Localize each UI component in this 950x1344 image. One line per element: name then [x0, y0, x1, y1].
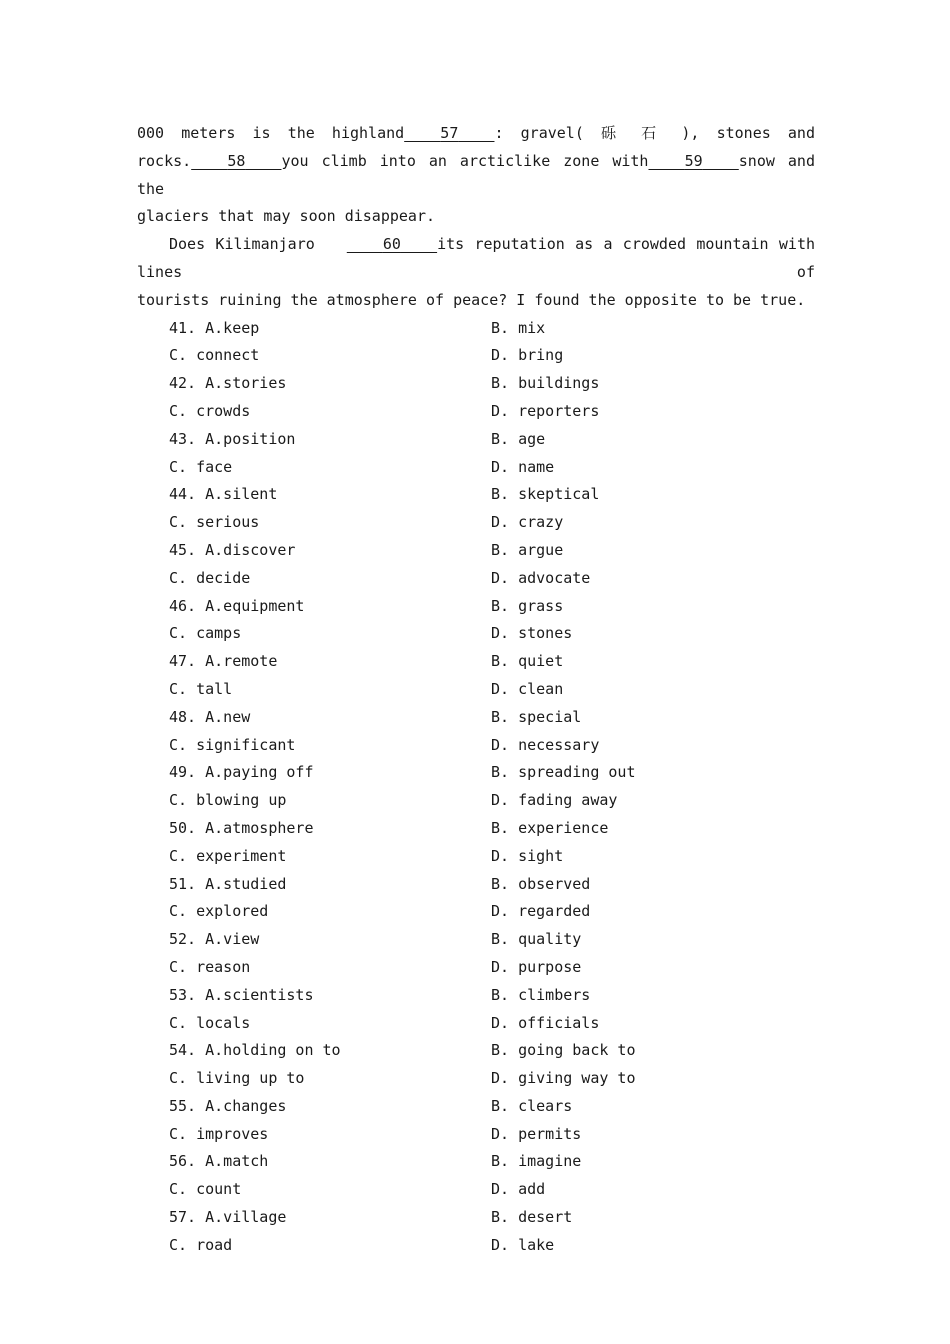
- option-d: D. stones: [491, 624, 573, 643]
- option-d: D. regarded: [491, 902, 591, 921]
- option-c: C. blowing up: [169, 791, 287, 810]
- question-row: [137, 593, 815, 621]
- option-b: B. quiet: [491, 652, 564, 671]
- question-row: [137, 1121, 815, 1149]
- question-number: 55.: [169, 1096, 197, 1115]
- option-d: D. reporters: [491, 401, 600, 420]
- question-row: [137, 704, 815, 732]
- passage-text: 000 meters is the highland: [137, 124, 405, 142]
- question-row: [137, 954, 815, 982]
- option-b: B. buildings: [491, 374, 600, 393]
- question-row: [137, 871, 815, 899]
- option-a: 43. A.position: [169, 429, 296, 448]
- option-c: C. explored: [169, 902, 269, 921]
- option-d: D. advocate: [491, 568, 591, 587]
- blank-57: 57: [440, 124, 459, 142]
- question-number: 43.: [169, 429, 197, 448]
- passage-line: [137, 148, 815, 204]
- blank-60: 60: [382, 235, 401, 254]
- question-row: [137, 370, 815, 398]
- question-row: [137, 787, 815, 815]
- option-b: B. mix: [491, 318, 546, 337]
- option-c: C. improves: [169, 1124, 269, 1143]
- option-b: B. going back to: [491, 1041, 636, 1060]
- question-row: [137, 1176, 815, 1204]
- option-a: 46. A.equipment: [169, 596, 305, 615]
- question-number: 45.: [169, 540, 197, 559]
- question-row: [137, 509, 815, 537]
- question-number: 52.: [169, 930, 197, 949]
- option-c: C. camps: [169, 624, 242, 643]
- question-row: [137, 648, 815, 676]
- option-b: B. argue: [491, 540, 564, 559]
- option-d: D. lake: [491, 1235, 555, 1254]
- question-number: 42.: [169, 374, 197, 393]
- question-number: 54.: [169, 1041, 197, 1060]
- question-row: [137, 565, 815, 593]
- question-number: 44.: [169, 485, 197, 504]
- question-number: 51.: [169, 874, 197, 893]
- question-row: [137, 815, 815, 843]
- question-row: [137, 1148, 815, 1176]
- passage-text: snow and the: [137, 151, 815, 198]
- question-number: 47.: [169, 652, 197, 671]
- question-number: 57.: [169, 1208, 197, 1227]
- option-d: D. sight: [491, 846, 564, 865]
- question-number: 53.: [169, 985, 197, 1004]
- passage-line: [137, 120, 815, 148]
- option-a: 45. A.discover: [169, 540, 296, 559]
- option-c: C. reason: [169, 957, 251, 976]
- option-d: D. clean: [491, 679, 564, 698]
- passage-text: rocks.: [137, 151, 192, 170]
- question-row: [137, 1204, 815, 1232]
- passage-line: [137, 203, 815, 231]
- passage-text: glaciers that may soon disappear.: [137, 207, 436, 226]
- question-row: [137, 454, 815, 482]
- blank-59: 59: [684, 151, 703, 170]
- option-c: C. decide: [169, 568, 251, 587]
- option-a: 41. A.keep: [169, 318, 260, 337]
- option-d: D. officials: [491, 1013, 600, 1032]
- question-row: [137, 315, 815, 343]
- question-row: [137, 732, 815, 760]
- option-b: B. spreading out: [491, 763, 636, 782]
- passage-text: tourists ruining the atmosphere of peace? I found the opposite to be true.: [137, 290, 806, 309]
- option-d: D. bring: [491, 346, 564, 365]
- option-b: B. skeptical: [491, 485, 600, 504]
- option-b: B. desert: [491, 1208, 573, 1227]
- question-row: [137, 759, 815, 787]
- option-a: 44. A.silent: [169, 485, 278, 504]
- option-c: C. crowds: [169, 401, 251, 420]
- option-c: C. connect: [169, 346, 260, 365]
- option-a: 47. A.remote: [169, 652, 278, 671]
- option-d: D. permits: [491, 1124, 582, 1143]
- question-row: [137, 1093, 815, 1121]
- option-a: 42. A.stories: [169, 374, 287, 393]
- passage-text: : gravel( 砾 石 ), stones and: [494, 124, 815, 142]
- option-b: B. climbers: [491, 985, 591, 1004]
- passage-line: [137, 231, 815, 287]
- question-row: [137, 982, 815, 1010]
- question-row: [137, 620, 815, 648]
- question-number: 46.: [169, 596, 197, 615]
- question-number: 56.: [169, 1152, 197, 1171]
- passage-text: its reputation as a crowded mountain with lines of: [137, 235, 816, 281]
- option-b: B. grass: [491, 596, 564, 615]
- option-d: D. necessary: [491, 735, 600, 754]
- question-row: [137, 676, 815, 704]
- option-c: C. experiment: [169, 846, 287, 865]
- document-page: [137, 120, 815, 1260]
- question-number: 41.: [169, 318, 197, 337]
- option-a: 51. A.studied: [169, 874, 287, 893]
- option-d: D. add: [491, 1180, 546, 1199]
- option-a: 54. A.holding on to: [169, 1041, 341, 1060]
- option-a: 57. A.village: [169, 1208, 287, 1227]
- question-row: [137, 342, 815, 370]
- passage-text: you climb into an arcticlike zone with: [281, 151, 649, 170]
- question-row: [137, 843, 815, 871]
- option-d: D. fading away: [491, 791, 618, 810]
- option-a: 48. A.new: [169, 707, 251, 726]
- answer-options: [137, 315, 815, 1260]
- option-c: C. road: [169, 1235, 233, 1254]
- question-row: [137, 898, 815, 926]
- question-row: [137, 1010, 815, 1038]
- question-row: [137, 1065, 815, 1093]
- question-number: 49.: [169, 763, 197, 782]
- option-a: 53. A.scientists: [169, 985, 314, 1004]
- question-row: [137, 1037, 815, 1065]
- option-d: D. giving way to: [491, 1069, 636, 1088]
- option-b: B. observed: [491, 874, 591, 893]
- option-a: 52. A.view: [169, 930, 260, 949]
- option-d: D. crazy: [491, 513, 564, 532]
- option-b: B. age: [491, 429, 546, 448]
- option-d: D. purpose: [491, 957, 582, 976]
- option-a: 50. A.atmosphere: [169, 818, 314, 837]
- option-b: B. special: [491, 707, 582, 726]
- question-number: 50.: [169, 818, 197, 837]
- option-c: C. locals: [169, 1013, 251, 1032]
- option-a: 55. A.changes: [169, 1096, 287, 1115]
- question-row: [137, 926, 815, 954]
- option-b: B. quality: [491, 930, 582, 949]
- option-b: B. experience: [491, 818, 609, 837]
- option-a: 49. A.paying off: [169, 763, 314, 782]
- option-a: 56. A.match: [169, 1152, 269, 1171]
- option-c: C. significant: [169, 735, 296, 754]
- option-b: B. clears: [491, 1096, 573, 1115]
- question-row: [137, 1232, 815, 1260]
- option-b: B. imagine: [491, 1152, 582, 1171]
- option-c: C. serious: [169, 513, 260, 532]
- option-c: C. count: [169, 1180, 242, 1199]
- passage-text: Does Kilimanjaro: [169, 235, 315, 254]
- option-c: C. tall: [169, 679, 233, 698]
- blank-58: 58: [227, 151, 246, 170]
- question-row: [137, 426, 815, 454]
- question-row: [137, 481, 815, 509]
- option-d: D. name: [491, 457, 555, 476]
- question-row: [137, 537, 815, 565]
- passage-line: [137, 287, 815, 315]
- question-number: 48.: [169, 707, 197, 726]
- question-row: [137, 398, 815, 426]
- option-c: C. living up to: [169, 1069, 305, 1088]
- option-c: C. face: [169, 457, 233, 476]
